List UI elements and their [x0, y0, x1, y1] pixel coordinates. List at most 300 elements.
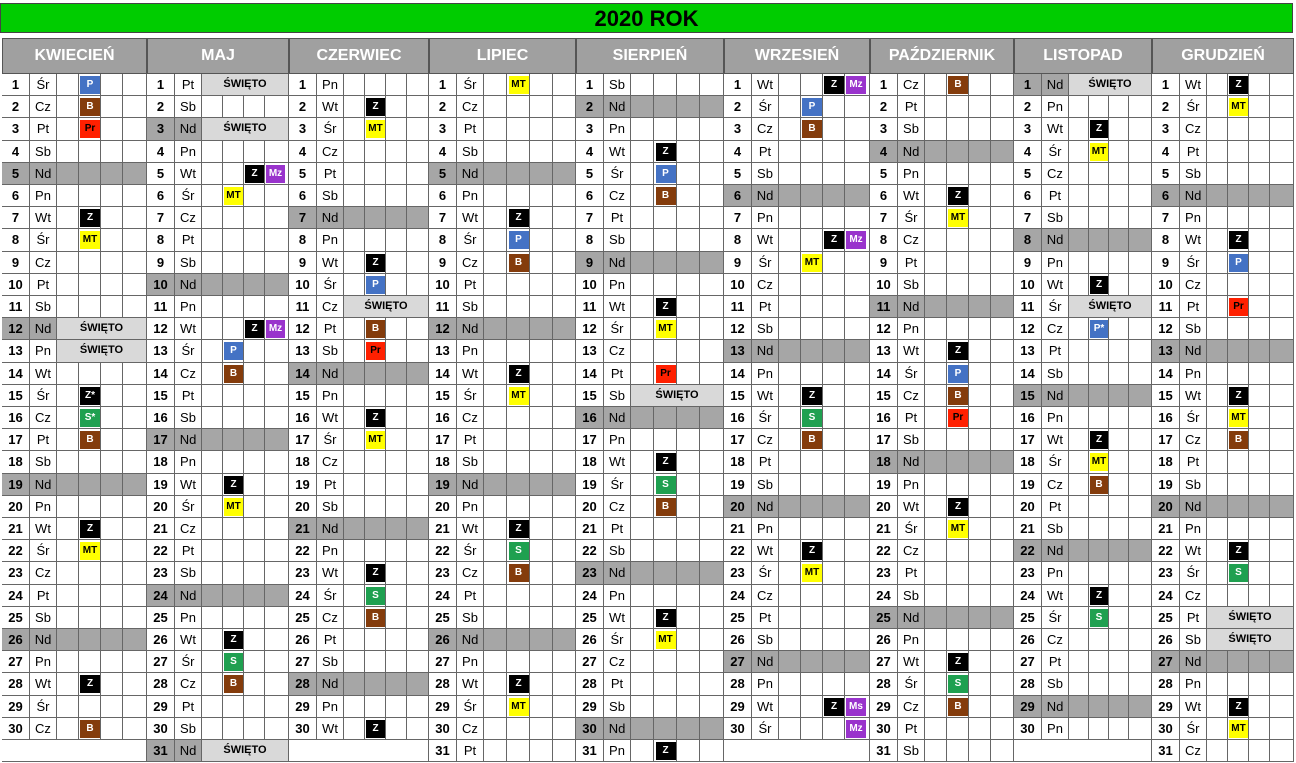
- day-row: [870, 629, 1014, 651]
- shift-cell: [386, 252, 407, 274]
- shift-cell: [654, 207, 677, 229]
- shift-cell: [202, 296, 223, 318]
- shift-cell: [1228, 496, 1249, 518]
- shift-cell: [101, 540, 123, 562]
- day-number: 10: [289, 274, 317, 296]
- shift-cell: [1270, 252, 1294, 274]
- shift-tag: MT: [509, 76, 529, 94]
- weekday-label: Wt: [175, 474, 202, 496]
- day-number: 23: [429, 562, 457, 584]
- day-row: [289, 696, 429, 718]
- shift-cell: [1249, 118, 1270, 140]
- weekday-label: Sb: [317, 496, 344, 518]
- shift-cell: [365, 540, 386, 562]
- weekday-label: Pn: [317, 696, 344, 718]
- shift-cell: [1270, 163, 1294, 185]
- day-row: [1014, 252, 1152, 274]
- weekday-label: Pn: [317, 229, 344, 251]
- shift-cell: [553, 673, 576, 695]
- shift-cell: [57, 185, 79, 207]
- day-number: 20: [1014, 496, 1042, 518]
- shift-cell: [700, 185, 724, 207]
- shift-cell: [1069, 718, 1089, 740]
- day-number: 19: [1014, 474, 1042, 496]
- shift-cell: [823, 363, 845, 385]
- day-number: 9: [289, 252, 317, 274]
- day-row: [2, 363, 147, 385]
- calendar-title: 2020 ROK: [0, 3, 1293, 33]
- shift-cell: [244, 696, 265, 718]
- day-row: [870, 363, 1014, 385]
- day-row: [576, 673, 724, 695]
- shift-cell: [677, 518, 700, 540]
- shift-cell: [925, 363, 947, 385]
- day-row: [1014, 540, 1152, 562]
- shift-cell: [244, 252, 265, 274]
- shift-cell: [507, 185, 530, 207]
- shift-cell: [1089, 407, 1109, 429]
- shift-cell: [1249, 429, 1270, 451]
- shift-tag: S: [509, 542, 529, 560]
- shift-tag: Z: [802, 542, 822, 560]
- shift-cell: [845, 340, 870, 362]
- weekday-label: Pn: [604, 274, 631, 296]
- day-number: 19: [1152, 474, 1180, 496]
- shift-tag: P: [509, 231, 529, 249]
- weekday-label: Cz: [30, 718, 57, 740]
- shift-cell: [677, 540, 700, 562]
- weekday-label: Pt: [30, 585, 57, 607]
- shift-cell: [1089, 496, 1109, 518]
- shift-tag: Z: [802, 387, 822, 405]
- shift-cell: [969, 118, 991, 140]
- day-number: 25: [724, 607, 752, 629]
- shift-cell: [1069, 585, 1089, 607]
- shift-cell: [386, 474, 407, 496]
- shift-cell: [507, 141, 530, 163]
- day-row: [724, 296, 870, 318]
- day-number: 9: [870, 252, 898, 274]
- day-row: [2, 185, 147, 207]
- shift-cell: [484, 607, 507, 629]
- shift-cell: [631, 407, 654, 429]
- day-row: [2, 540, 147, 562]
- day-row: [576, 518, 724, 540]
- weekday-label: Śr: [752, 252, 779, 274]
- day-number: 30: [429, 718, 457, 740]
- shift-cell: [344, 141, 365, 163]
- shift-cell: [1249, 585, 1270, 607]
- shift-cell: [223, 540, 244, 562]
- shift-cell: [779, 163, 801, 185]
- day-number: 22: [289, 540, 317, 562]
- weekday-label: Wt: [457, 673, 484, 695]
- shift-cell: [57, 451, 79, 473]
- shift-cell: [677, 651, 700, 673]
- shift-cell: [344, 562, 365, 584]
- day-row: [147, 340, 289, 362]
- shift-tag: Z: [80, 209, 100, 227]
- day-row: [724, 651, 870, 673]
- shift-cell: [223, 141, 244, 163]
- shift-cell: [845, 474, 870, 496]
- weekday-label: Pn: [1180, 673, 1207, 695]
- shift-cell: [386, 96, 407, 118]
- day-row: [2, 118, 147, 140]
- day-row: [870, 429, 1014, 451]
- shift-cell: [631, 252, 654, 274]
- shift-cell: [700, 518, 724, 540]
- weekday-label: Sb: [317, 651, 344, 673]
- shift-cell: [1207, 429, 1228, 451]
- shift-cell: [779, 229, 801, 251]
- shift-cell: [947, 229, 969, 251]
- day-row: [147, 363, 289, 385]
- shift-tag: Z: [245, 320, 264, 338]
- shift-cell: [991, 274, 1014, 296]
- day-row: [576, 740, 724, 762]
- shift-cell: [202, 96, 223, 118]
- weekday-label: Pn: [898, 629, 925, 651]
- shift-cell: [407, 229, 429, 251]
- shift-cell: [1270, 96, 1294, 118]
- weekday-label: Sb: [752, 318, 779, 340]
- shift-cell: [969, 651, 991, 673]
- weekday-label: Nd: [175, 274, 202, 296]
- day-number: 15: [724, 385, 752, 407]
- shift-cell: [123, 185, 147, 207]
- day-row: [1152, 518, 1294, 540]
- shift-cell: [925, 229, 947, 251]
- weekday-label: Pn: [752, 518, 779, 540]
- shift-cell: [925, 585, 947, 607]
- shift-cell: [265, 562, 289, 584]
- shift-cell: [484, 540, 507, 562]
- shift-cell: [386, 651, 407, 673]
- weekday-label: Nd: [317, 207, 344, 229]
- shift-cell: [484, 274, 507, 296]
- shift-cell: [202, 562, 223, 584]
- shift-cell: [969, 673, 991, 695]
- weekday-label: Śr: [1180, 562, 1207, 584]
- day-number: 5: [724, 163, 752, 185]
- day-row: [1152, 340, 1294, 362]
- weekday-label: Pn: [317, 540, 344, 562]
- weekday-label: Pt: [30, 118, 57, 140]
- weekday-label: Wt: [317, 96, 344, 118]
- shift-tag: MT: [1229, 720, 1248, 738]
- day-number: 4: [576, 141, 604, 163]
- shift-cell: [484, 252, 507, 274]
- day-number: 9: [576, 252, 604, 274]
- shift-cell: [530, 585, 553, 607]
- shift-cell: [553, 385, 576, 407]
- shift-cell: [991, 629, 1014, 651]
- weekday-label: Cz: [752, 118, 779, 140]
- shift-cell: [101, 407, 123, 429]
- day-row: [1014, 585, 1152, 607]
- shift-cell: [991, 385, 1014, 407]
- day-number: 31: [576, 740, 604, 762]
- weekday-label: Śr: [752, 407, 779, 429]
- shift-tag: Z: [509, 209, 529, 227]
- day-number: 22: [870, 540, 898, 562]
- shift-cell: [991, 585, 1014, 607]
- shift-cell: [484, 340, 507, 362]
- shift-cell: [244, 429, 265, 451]
- shift-cell: [484, 740, 507, 762]
- day-number: 21: [1152, 518, 1180, 540]
- shift-cell: [79, 163, 101, 185]
- day-number: 22: [2, 540, 30, 562]
- shift-cell: [969, 252, 991, 274]
- shift-cell: [1069, 274, 1089, 296]
- day-row: [429, 385, 576, 407]
- shift-cell: [344, 407, 365, 429]
- day-number: 16: [576, 407, 604, 429]
- shift-cell: [386, 585, 407, 607]
- month-header: PAŹDZIERNIK: [870, 38, 1014, 74]
- shift-cell: [700, 96, 724, 118]
- weekday-label: Wt: [30, 207, 57, 229]
- weekday-label: Pt: [175, 385, 202, 407]
- shift-cell: [57, 496, 79, 518]
- day-row: [2, 451, 147, 473]
- day-number: 7: [724, 207, 752, 229]
- shift-cell: [1109, 229, 1129, 251]
- shift-cell: [57, 673, 79, 695]
- weekday-label: Cz: [1180, 429, 1207, 451]
- day-number: 10: [1014, 274, 1042, 296]
- holiday-label: ŚWIĘTO: [57, 340, 147, 362]
- day-row: [576, 629, 724, 651]
- day-row: [147, 385, 289, 407]
- day-number: 13: [870, 340, 898, 362]
- shift-cell: [823, 540, 845, 562]
- shift-cell: [700, 407, 724, 429]
- holiday-label: ŚWIĘTO: [57, 318, 147, 340]
- day-row: [429, 651, 576, 673]
- month-column: [870, 74, 1014, 762]
- day-number: 4: [1014, 141, 1042, 163]
- shift-cell: [845, 274, 870, 296]
- weekday-label: Sb: [1042, 518, 1069, 540]
- shift-cell: [845, 496, 870, 518]
- shift-cell: [244, 629, 265, 651]
- shift-cell: [484, 696, 507, 718]
- day-number: 16: [429, 407, 457, 429]
- shift-cell: [530, 540, 553, 562]
- day-number: 17: [870, 429, 898, 451]
- weekday-label: Pn: [752, 363, 779, 385]
- shift-cell: [386, 141, 407, 163]
- weekday-label: Cz: [457, 252, 484, 274]
- shift-tag: Mz: [846, 231, 866, 249]
- shift-cell: [365, 496, 386, 518]
- day-number: 1: [724, 74, 752, 96]
- day-row: [576, 363, 724, 385]
- shift-cell: [925, 429, 947, 451]
- shift-tag: Z: [1229, 231, 1248, 249]
- shift-cell: [530, 274, 553, 296]
- shift-cell: [344, 118, 365, 140]
- weekday-label: Sb: [175, 252, 202, 274]
- shift-tag: MT: [1229, 409, 1248, 427]
- shift-cell: [969, 429, 991, 451]
- weekday-label: Sb: [752, 474, 779, 496]
- shift-cell: [823, 296, 845, 318]
- shift-cell: [1129, 229, 1152, 251]
- shift-cell: [1207, 274, 1228, 296]
- shift-cell: [631, 185, 654, 207]
- shift-cell: [1129, 496, 1152, 518]
- weekday-label: Pt: [457, 118, 484, 140]
- shift-cell: [386, 407, 407, 429]
- day-number: 8: [576, 229, 604, 251]
- weekday-label: Pn: [604, 740, 631, 762]
- shift-cell: [1109, 474, 1129, 496]
- shift-tag: B: [366, 609, 385, 627]
- shift-cell: [969, 296, 991, 318]
- day-number: 12: [576, 318, 604, 340]
- day-row: [289, 407, 429, 429]
- day-number: 13: [289, 340, 317, 362]
- shift-cell: [1069, 629, 1089, 651]
- shift-cell: [779, 385, 801, 407]
- weekday-label: Pt: [1180, 296, 1207, 318]
- day-number: 20: [870, 496, 898, 518]
- day-number: 14: [576, 363, 604, 385]
- shift-tag: S: [1090, 609, 1108, 627]
- shift-cell: [1249, 252, 1270, 274]
- weekday-label: Cz: [1042, 163, 1069, 185]
- shift-cell: [407, 385, 429, 407]
- shift-cell: [925, 607, 947, 629]
- shift-cell: [407, 673, 429, 695]
- day-row: [429, 207, 576, 229]
- weekday-label: Cz: [317, 296, 344, 318]
- weekday-label: Pt: [752, 607, 779, 629]
- shift-cell: [265, 407, 289, 429]
- shift-tag: B: [948, 698, 968, 716]
- shift-cell: [1249, 385, 1270, 407]
- shift-cell: [365, 185, 386, 207]
- shift-cell: [779, 185, 801, 207]
- day-row: [289, 340, 429, 362]
- day-number: 1: [2, 74, 30, 96]
- weekday-label: Wt: [1180, 385, 1207, 407]
- shift-cell: [969, 740, 991, 762]
- shift-cell: [1109, 518, 1129, 540]
- shift-cell: [344, 518, 365, 540]
- day-number: 2: [289, 96, 317, 118]
- weekday-label: Wt: [317, 718, 344, 740]
- day-row: [1014, 740, 1152, 762]
- shift-cell: [79, 363, 101, 385]
- day-row: [147, 118, 289, 140]
- shift-cell: [947, 274, 969, 296]
- shift-cell: [779, 274, 801, 296]
- shift-cell: [123, 429, 147, 451]
- shift-cell: [1249, 363, 1270, 385]
- shift-cell: [845, 385, 870, 407]
- day-row: [870, 673, 1014, 695]
- shift-cell: [244, 673, 265, 695]
- shift-cell: [631, 318, 654, 340]
- day-number: 11: [147, 296, 175, 318]
- shift-cell: [969, 229, 991, 251]
- shift-cell: [1270, 274, 1294, 296]
- weekday-label: Pn: [898, 474, 925, 496]
- day-number: 27: [147, 651, 175, 673]
- shift-cell: [1069, 429, 1089, 451]
- weekday-label: Pn: [175, 607, 202, 629]
- shift-cell: [530, 451, 553, 473]
- shift-cell: [57, 696, 79, 718]
- shift-cell: [1109, 629, 1129, 651]
- day-number: 29: [1014, 696, 1042, 718]
- shift-cell: [654, 429, 677, 451]
- shift-cell: [386, 229, 407, 251]
- shift-cell: [700, 607, 724, 629]
- shift-cell: [801, 518, 823, 540]
- day-row: [1014, 163, 1152, 185]
- shift-cell: [101, 651, 123, 673]
- shift-cell: [344, 252, 365, 274]
- day-row: [147, 74, 289, 96]
- day-number: 23: [289, 562, 317, 584]
- holiday-label: ŚWIĘTO: [202, 740, 289, 762]
- day-number: 4: [147, 141, 175, 163]
- shift-cell: [407, 207, 429, 229]
- shift-cell: [991, 673, 1014, 695]
- day-row: [724, 607, 870, 629]
- shift-tag: MT: [224, 498, 243, 516]
- weekday-label: Pn: [1042, 252, 1069, 274]
- shift-cell: [57, 562, 79, 584]
- shift-tag: Z: [1229, 698, 1248, 716]
- holiday-label: ŚWIĘTO: [1207, 629, 1294, 651]
- shift-tag: Z: [224, 631, 243, 649]
- shift-cell: [57, 118, 79, 140]
- shift-cell: [265, 718, 289, 740]
- day-number: 5: [147, 163, 175, 185]
- month-column: [429, 74, 576, 762]
- weekday-label: Wt: [604, 607, 631, 629]
- shift-cell: [1270, 363, 1294, 385]
- day-number: 15: [2, 385, 30, 407]
- shift-cell: [1069, 607, 1089, 629]
- day-row: [1152, 318, 1294, 340]
- shift-cell: [801, 474, 823, 496]
- day-row: [870, 540, 1014, 562]
- weekday-label: Pt: [457, 274, 484, 296]
- shift-cell: [947, 318, 969, 340]
- day-number: 22: [1152, 540, 1180, 562]
- shift-cell: [265, 496, 289, 518]
- day-row: [724, 429, 870, 451]
- shift-cell: [1249, 74, 1270, 96]
- shift-cell: [823, 673, 845, 695]
- shift-cell: [365, 518, 386, 540]
- day-row: [1152, 451, 1294, 473]
- shift-cell: [1069, 651, 1089, 673]
- shift-cell: [101, 118, 123, 140]
- shift-cell: [202, 385, 223, 407]
- month-header: SIERPIEŃ: [576, 38, 724, 74]
- day-row: [2, 629, 147, 651]
- shift-tag: MT: [224, 187, 243, 205]
